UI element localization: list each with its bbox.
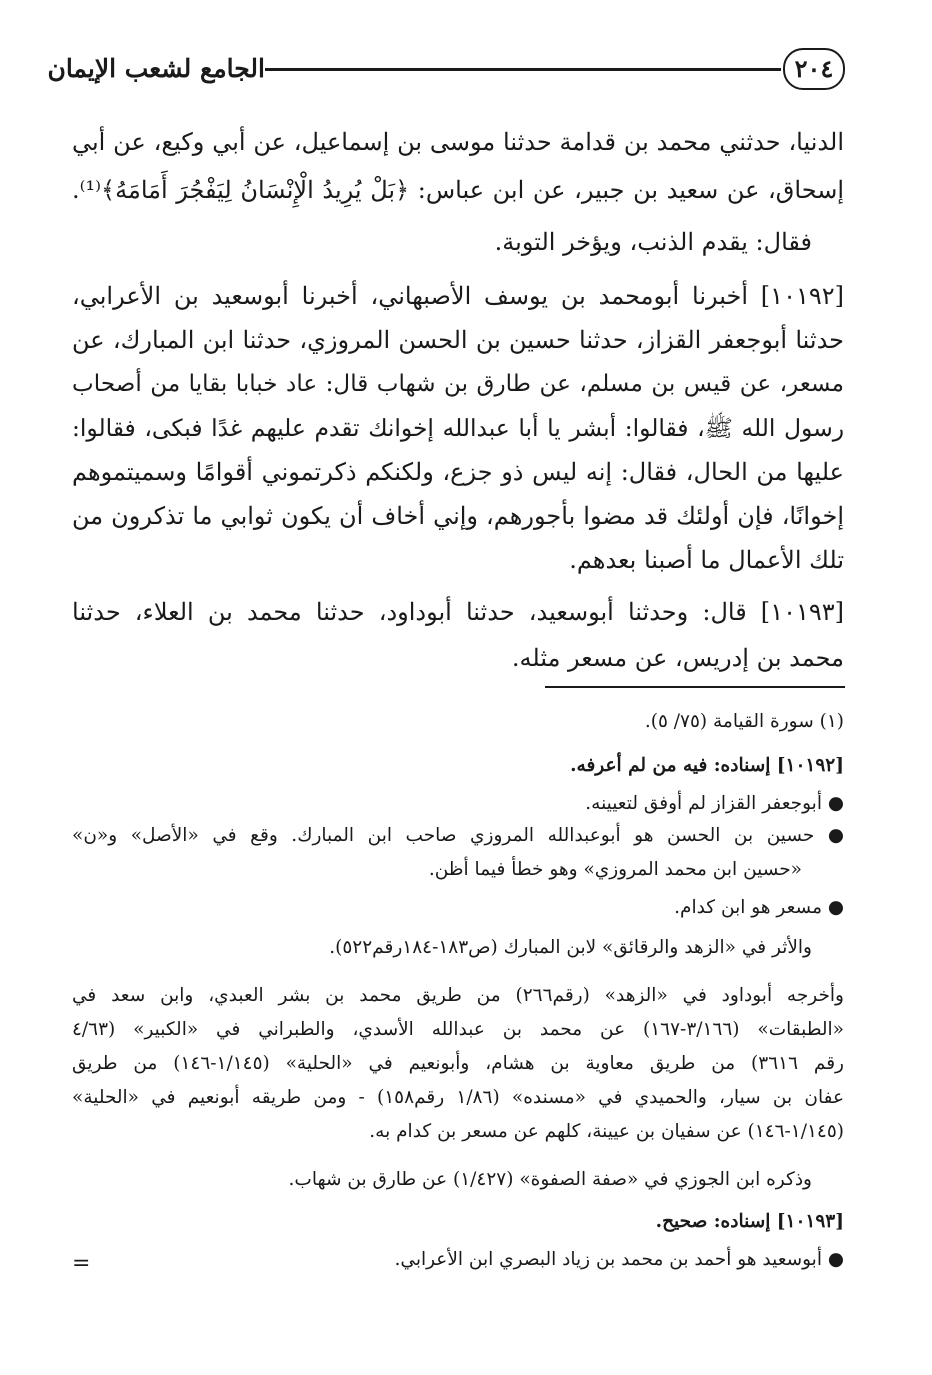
footnote-line: وذكره ابن الجوزي في «صفة الصفوة» (١/٤٢٧) عن طارق بن شهاب. bbox=[288, 1169, 812, 1190]
body-line: [١٠١٩٢] أخبرنا أبومحمد بن يوسف الأصبهاني، أخبرنا أبوسعيد بن الأعرابي، bbox=[72, 282, 844, 310]
body-line: [١٠١٩٣] قال: وحدثنا أبوسعيد، حدثنا أبوداود، حدثنا محمد بن العلاء، حدثنا bbox=[72, 598, 845, 626]
footnote-line: «حسين ابن محمد المروزي» وهو خطأ فيما أظن. bbox=[428, 859, 802, 880]
footnote-line: (١/١٤٥-١٤٦) عن سفيان بن عيينة، كلهم عن مسعر بن كدام به. bbox=[369, 1121, 844, 1142]
body-line: فقال: يقدم الذنب، ويؤخر التوبة. bbox=[494, 228, 812, 256]
footnote-line: [١٠١٩٣] إسناده: صحيح. bbox=[655, 1211, 844, 1232]
body-line: حدثنا أبوجعفر القزاز، حدثنا حسين بن الحسن المروزي، حدثنا ابن المبارك، عن bbox=[72, 326, 844, 354]
body-line: مسعر، عن قيس بن مسلم، عن طارق بن شهاب قال: عاد خبابا بقايا من أصحاب bbox=[72, 371, 844, 397]
page-header bbox=[47, 40, 845, 100]
body-line: إخوانًا، فإن أولئك قد مضوا بأجورهم، وإني أخاف أن يكون ثوابي ما تذكرون من bbox=[72, 502, 844, 530]
footnote-line: (١) سورة القيامة (٧٥/ ٥). bbox=[644, 711, 844, 732]
book-title: الجامع لشعب الإيمان bbox=[47, 54, 265, 83]
footnote-line: ● أبوجعفر القزاز لم أوفق لتعيينه. bbox=[585, 793, 844, 814]
body-line: رسول الله ﷺ، فقالوا: أبشر يا أبا عبدالله إخوانك تقدم عليهم غدًا فبكى، فقالوا: bbox=[72, 414, 844, 442]
body-line: محمد بن إدريس، عن مسعر مثله. bbox=[511, 644, 844, 672]
footnote-separator bbox=[545, 686, 845, 688]
body-line: عليها من الحال، فقال: إنه ليس ذو جزع، ولكنكم ذكرتموني أقوامًا وسميتموهم bbox=[72, 458, 844, 486]
footnote-line: ● أبوسعيد هو أحمد بن محمد بن زياد البصري ابن الأعرابي. bbox=[394, 1249, 844, 1270]
footnote-line: والأثر في «الزهد والرقائق» لابن المبارك (ص١٨٣-١٨٤رقم٥٢٢). bbox=[329, 937, 812, 958]
page-number: ٢٠٤ bbox=[783, 48, 845, 90]
body-line: تلك الأعمال ما أصبنا بعدهم. bbox=[569, 546, 844, 574]
footnote-line: [١٠١٩٢] إسناده: فيه من لم أعرفه. bbox=[570, 755, 844, 776]
footnote-line: ● حسين بن الحسن هو أبوعبدالله المروزي صاحب ابن المبارك. وقع في «الأصل» و«ن» bbox=[72, 825, 844, 846]
footnote-line: «الطبقات» (٣/١٦٦-١٦٧) عن محمد بن عبدالله الأسدي، والطبراني في «الكبير» (٤/٦٣ bbox=[72, 1019, 844, 1040]
body-line: الدنيا، حدثني محمد بن قدامة حدثنا موسى بن إسماعيل، عن أبي وكيع، عن أبي bbox=[72, 128, 844, 156]
footnote-line: وأخرجه أبوداود في «الزهد» (رقم٢٦٦) من طريق محمد بن بشر العبدي، وابن سعد في bbox=[72, 985, 844, 1006]
footnote-line: عفان بن سيار، والحميدي في «مسنده» (١/٨٦ رقم١٥٨) - ومن طريقه أبونعيم في «الحلية» bbox=[72, 1087, 844, 1108]
body-line: إسحاق، عن سعيد بن جبير، عن ابن عباس: ﴿بَلْ يُرِيدُ الْإِنْسَانُ لِيَفْجُرَ أَمَامَهُ﴾⁽¹⁾. bbox=[72, 176, 844, 204]
header-rule bbox=[265, 68, 781, 71]
footnote-line: رقم ٣٦١٦) من طريق معاوية بن هشام، وأبونعيم في «الحلية» (١/١٤٥-١٤٦) من طريق bbox=[72, 1053, 844, 1074]
continuation-mark: = bbox=[72, 1251, 91, 1276]
footnote-line: ● مسعر هو ابن كدام. bbox=[674, 897, 844, 918]
